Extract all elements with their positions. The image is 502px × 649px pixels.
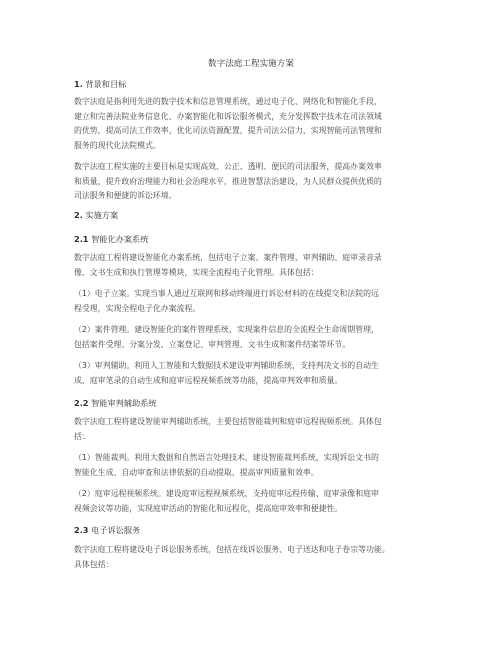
text-line: 括： xyxy=(74,431,90,441)
text-line: （2）案件管理。建设智能化的案件管理系统，实现案件信息的全流程全生命周期管理， xyxy=(74,325,379,334)
subsection-2-2-item-2 xyxy=(74,487,434,516)
subsection-2-3-heading xyxy=(74,524,140,536)
section-number: 1. xyxy=(74,79,83,89)
text-line: 像、文书生成和执行管理等模块，实现全流程电子化管理。具体包括： xyxy=(74,267,319,277)
subsection-title: 智能审判辅助系统 xyxy=(88,398,157,408)
subsection-2-1-intro xyxy=(74,251,434,280)
text-line: （2）庭审远程视频系统。建设庭审远程视频系统，支持庭审远程传输、庭审录像和庭审 xyxy=(74,489,379,498)
subsection-2-1-item-1 xyxy=(74,287,434,316)
text-line: 程受理，实现全程电子化办案流程。 xyxy=(74,303,201,313)
section-1-paragraph-2 xyxy=(74,160,434,204)
section-title: 实施方案 xyxy=(82,210,119,220)
text-line: 建立和完善法院业务信息化、办案智能化和诉讼服务模式，充分发挥数字技术在司法领域 xyxy=(74,111,382,121)
text-line: 智能化生成、自动审查和法律依据的自动提取，提高审判质量和效率。 xyxy=(74,467,319,477)
subsection-number: 2.3 xyxy=(74,525,89,535)
section-1-paragraph-1 xyxy=(74,95,434,153)
text-line: （1）智能裁判。利用大数据和自然语言处理技术，建设智能裁判系统，实现诉讼文书的 xyxy=(74,453,379,462)
subsection-2-2-heading xyxy=(74,397,157,409)
section-1-heading xyxy=(74,78,126,90)
subsection-2-2-intro xyxy=(74,415,434,444)
text-line: 司法服务和便捷的诉讼环境。 xyxy=(74,191,177,200)
text-line: 数字法庭工程将建设智能审判辅助系统，主要包括智能裁判和庭审远程视频系统。具体包 xyxy=(74,417,382,426)
subsection-2-2-item-1 xyxy=(74,451,434,480)
section-2-heading xyxy=(74,209,118,221)
subsection-2-1-heading xyxy=(74,233,148,245)
text-line: （1）电子立案。实现当事人通过互联网和移动终端进行诉讼材料的在线提交和法院的远 xyxy=(74,289,379,298)
text-line: 数字法庭是指利用先进的数字技术和信息管理系统，通过电子化、网络化和智能化手段， xyxy=(74,97,382,106)
document-title: 数字法庭工程实施方案 xyxy=(208,59,294,69)
text-line: 的优势，提高司法工作效率，优化司法资源配置，提升司法公信力，实现智能司法管理和 xyxy=(74,126,382,135)
text-line: 数字法庭工程实施的主要目标是实现高效、公正、透明、便民的司法服务，提高办案效率 xyxy=(74,162,382,171)
subsection-2-3-intro xyxy=(74,543,434,572)
text-line: 具体包括： xyxy=(74,559,114,569)
subsection-2-1-item-2 xyxy=(74,323,434,352)
text-line: 包括案件受理、分案分发、立案登记、审判管理、文书生成和案件结案等环节。 xyxy=(74,339,351,349)
text-line: 数字法庭工程将建设智能化办案系统，包括电子立案、案件管理、审判辅助、庭审录音录 xyxy=(74,253,382,262)
text-line: 成、庭审笔录的自动生成和庭审远程视频系统等功能，提高审判效率和质量。 xyxy=(74,375,343,385)
text-line: （3）审判辅助。利用人工智能和大数据技术建设审判辅助系统，支持判决文书的自动生 xyxy=(74,361,379,370)
subsection-2-1-item-3 xyxy=(74,359,434,388)
subsection-number: 2.2 xyxy=(74,398,89,408)
section-title: 背景和目标 xyxy=(82,79,127,89)
subsection-title: 电子诉讼服务 xyxy=(88,525,141,535)
text-line: 数字法庭工程将建设电子诉讼服务系统，包括在线诉讼服务、电子送达和电子卷宗等功能。 xyxy=(74,545,390,554)
text-line: 服务的现代化法院模式。 xyxy=(74,140,161,150)
section-number: 2. xyxy=(74,210,83,220)
subsection-title: 智能化办案系统 xyxy=(88,234,149,244)
subsection-number: 2.1 xyxy=(74,234,89,244)
text-line: 和质量，提升政府治理能力和社会治理水平，推进智慧法治建设，为人民群众提供优质的 xyxy=(74,176,382,186)
text-line: 视频会议等功能，实现庭审活动的智能化和远程化，提高庭审效率和便捷性。 xyxy=(74,503,343,513)
